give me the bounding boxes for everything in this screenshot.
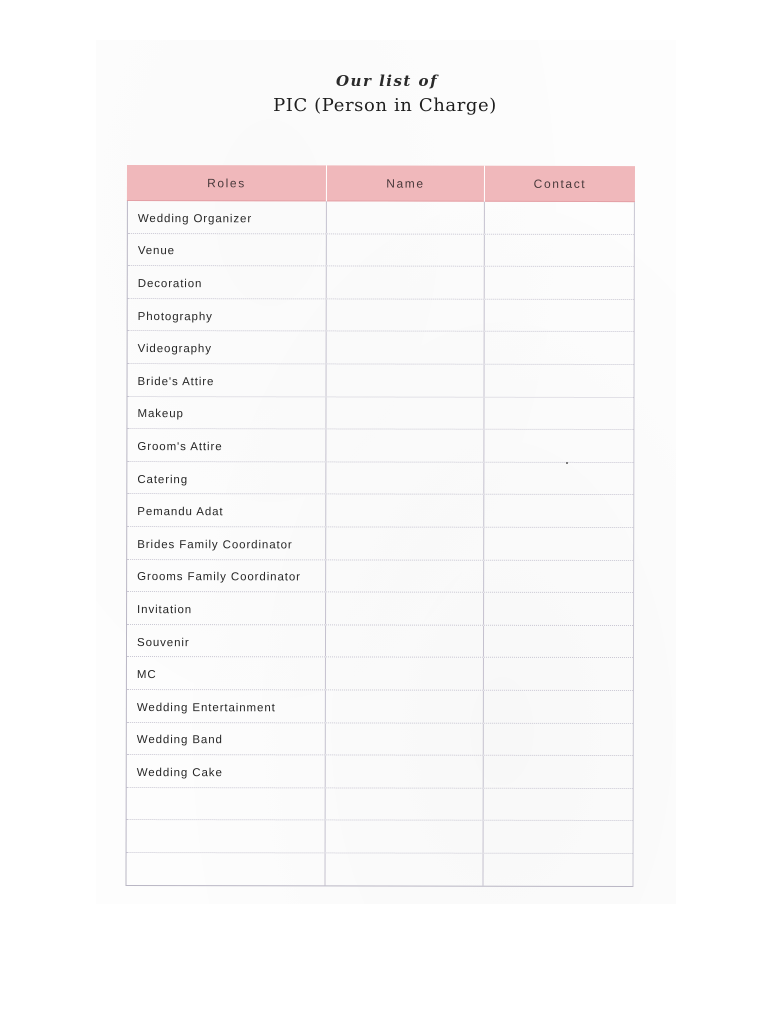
role-cell: Invitation	[127, 592, 326, 624]
role-cell: Decoration	[128, 266, 327, 298]
name-cell	[326, 495, 483, 527]
name-cell	[327, 462, 484, 494]
table-row	[128, 331, 634, 365]
name-cell	[327, 234, 484, 266]
contact-cell	[484, 365, 633, 397]
role-cell: Souvenir	[127, 625, 326, 657]
table-row	[127, 462, 633, 496]
pic-table	[126, 165, 635, 881]
table-row	[127, 625, 633, 659]
role-cell: Makeup	[127, 397, 326, 429]
role-cell: Grooms Family Coordinator	[127, 560, 326, 592]
name-cell	[326, 593, 483, 625]
role-cell: Wedding Organizer	[128, 201, 327, 233]
column-header-contact: Contact	[533, 176, 587, 191]
role-cell: Photography	[128, 299, 327, 331]
page-subtitle: Our list of	[335, 72, 439, 90]
contact-cell	[484, 462, 633, 494]
role-cell	[126, 853, 325, 886]
contact-cell	[484, 300, 633, 332]
name-cell	[326, 788, 483, 820]
name-cell	[327, 364, 484, 396]
name-cell	[326, 560, 483, 592]
table-row	[127, 657, 633, 691]
role-cell: MC	[127, 657, 326, 689]
contact-cell	[484, 593, 633, 625]
role-cell: Wedding Band	[127, 723, 326, 755]
table-row	[127, 723, 633, 757]
page-title: PIC (Person in Charge)	[273, 95, 497, 116]
table-row	[127, 788, 633, 822]
name-cell	[327, 397, 484, 429]
name-cell	[326, 756, 483, 788]
contact-cell	[483, 821, 632, 853]
table-header	[127, 165, 635, 202]
name-cell	[327, 332, 484, 364]
contact-cell	[483, 756, 632, 788]
contact-cell	[484, 332, 633, 364]
contact-cell	[484, 528, 633, 560]
contact-cell	[484, 397, 633, 429]
contact-cell	[483, 723, 632, 755]
role-cell: Bride's Attire	[128, 364, 327, 396]
name-cell	[327, 201, 484, 233]
contact-cell	[484, 267, 633, 299]
table-row	[127, 527, 633, 561]
table-row	[127, 690, 633, 724]
table-row	[127, 820, 633, 854]
role-cell: Wedding Entertainment	[127, 690, 326, 722]
contact-cell	[484, 495, 633, 527]
column-header-name: Name	[327, 165, 485, 201]
contact-cell	[484, 234, 633, 266]
name-cell	[326, 723, 483, 755]
contact-cell	[484, 560, 633, 592]
contact-cell	[484, 430, 633, 462]
table-row	[128, 234, 634, 268]
role-cell: Groom's Attire	[127, 429, 326, 461]
name-cell	[327, 430, 484, 462]
name-cell	[326, 625, 483, 657]
name-cell	[326, 527, 483, 559]
table-body	[125, 201, 634, 888]
contact-cell	[483, 854, 632, 887]
role-cell: Pemandu Adat	[127, 494, 326, 526]
table-row	[128, 201, 634, 235]
contact-cell	[483, 691, 632, 723]
contact-cell	[484, 202, 633, 234]
contact-cell	[483, 788, 632, 820]
table-row	[128, 299, 634, 333]
column-header-roles: Roles	[127, 165, 327, 201]
name-cell	[326, 853, 483, 886]
table-row	[127, 429, 633, 463]
role-cell	[127, 820, 326, 852]
role-cell: Venue	[128, 234, 327, 266]
table-row	[127, 494, 633, 528]
table-row	[127, 397, 633, 431]
table-row	[127, 755, 633, 789]
paper-speck	[566, 462, 568, 464]
role-cell	[127, 788, 326, 820]
table-row	[128, 266, 634, 300]
name-cell	[326, 658, 483, 690]
table-row	[126, 853, 632, 887]
table-row	[128, 364, 634, 398]
table-row	[127, 560, 633, 594]
role-cell: Videography	[128, 331, 327, 363]
contact-cell	[483, 658, 632, 690]
name-cell	[327, 267, 484, 299]
name-cell	[326, 821, 483, 853]
contact-cell	[484, 625, 633, 657]
name-cell	[326, 690, 483, 722]
role-cell: Brides Family Coordinator	[127, 527, 326, 559]
name-cell	[327, 299, 484, 331]
role-cell: Wedding Cake	[127, 755, 326, 787]
role-cell: Catering	[127, 462, 326, 494]
table-row	[127, 592, 633, 626]
